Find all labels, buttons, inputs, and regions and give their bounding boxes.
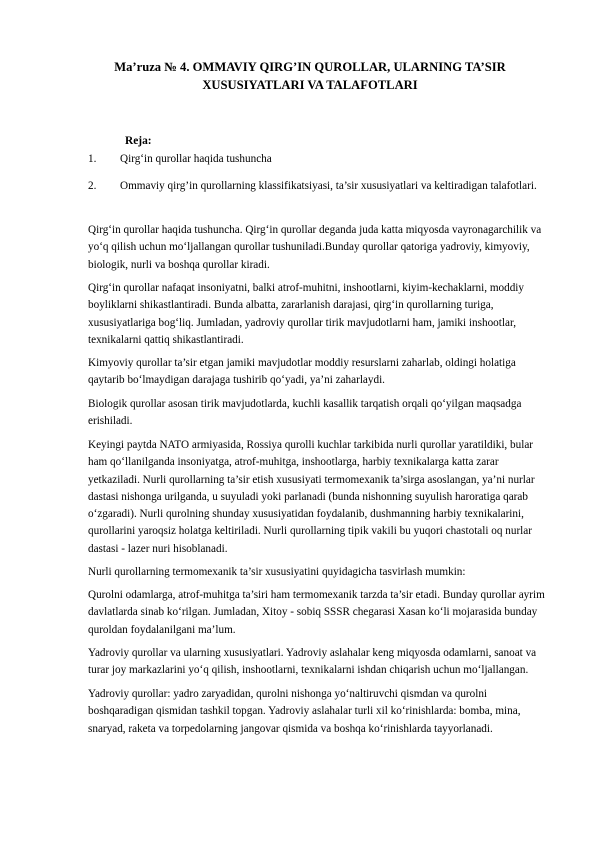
paragraph-4: Biologik qurollar asosan tirik mavjudotlarda, kuchli kasallik tarqatish orqali qo‘yilgan maqsadga erishiladi. <box>88 398 522 428</box>
paragraph-9: Yadroviy qurollar: yadro zaryadidan, qurolni nishonga yo‘naltiruvchi qismdan va qurolni boshqaradigan qismidan tashkil topgan. Yadroviy aslahalar turli xil ko‘rinishlarda: bomba, mina, snaryad, raketa va torpedolarning jangovar qismida va boshqa ko‘rinishlarda tayyorlanadi. <box>88 688 521 735</box>
plan-item-text: Ommaviy qirg’in qurollarning klassifikatsiyasi, ta’sir xususiyatlari va keltiradigan talafotlari. <box>120 180 537 192</box>
plan-item-2 <box>88 178 540 195</box>
plan-heading: Reja: <box>125 135 152 147</box>
plan-item-text: Qirg‘in qurollar haqida tushuncha <box>120 153 272 165</box>
paragraph-1: Qirg‘in qurollar haqida tushuncha. Qirg‘in qurollar deganda juda katta miqyosda vayronagarchilik va yo‘q qilish uchun mo‘ljallangan qurollar tushuniladi.Bunday qurollar qatoriga yadroviy, kimyoviy, biologik, nurli va boshqa qurollar kiradi. <box>88 224 542 271</box>
title-line-2: XUSUSIYATLARI VA TALAFOTLARI <box>202 78 418 92</box>
paragraph-8: Yadroviy qurollar va ularning xususiyatlari. Yadroviy aslahalar keng miqyosda odamlarni, sanoat va turar joy markazlarini yo‘q qilish, inshootlarni, texnikalarni ishdan chiqarish uchun mo‘ljallangan. <box>88 647 537 677</box>
title-line-1: Ma’ruza № 4. OMMAVIY QIRG’IN QUROLLAR, ULARNING TA’SIR <box>114 60 506 74</box>
plan-item-number: 2. <box>88 180 97 192</box>
plan-item-1 <box>88 151 548 168</box>
plan-item-number: 1. <box>88 153 97 165</box>
paragraph-7: Qurolni odamlarga, atrof-muhitga ta’siri ham termomexanik tarzda ta’sir etadi. Bunday qurollar ayrim davlatlarda sinab ko‘rilgan. Jumladan, Xitoy - sobiq SSSR chegarasi Xasan ko‘li mojarasida bunday quroldan foydalanilgani ma’lum. <box>88 589 545 636</box>
paragraph-6: Nurli qurollarning termomexanik ta’sir xususiyatini quyidagicha tasvirlash mumkin: <box>88 566 466 578</box>
paragraph-5: Keyingi paytda NATO armiyasida, Rossiya qurolli kuchlar tarkibida nurli qurollar yaratildiki, bular ham qo‘llanilganda insoniyatga, atrof-muhitga, inshootlarga, harbiy texnikalarga katta zarar yetkaziladi. Nurli qurollarning ta’sir etish xususiyati termomexanik ta’sirga asoslangan, ya’ni nurlar dastasi nishonga urilganda, u suyuladi yoki parlanadi (bunda nishonning suyulish haroratiga qarab o‘zgaradi). Nurli qurolning shunday xususiyatidan foydalanib, dushmanning harbiy texnikalarini, qurollarini yaroqsiz holatga keltiriladi. Nurli qurollarning tipik vakili bu yuqori chastotali oq nurlar dastasi - lazer nuri hisoblanadi. <box>88 439 535 555</box>
paragraph-3: Kimyoviy qurollar ta’sir etgan jamiki mavjudotlar moddiy resurslarni zaharlab, oldingi holatiga qaytarib bo‘lmaydigan darajaga tushirib qo‘yadi, ya’ni zaharlaydi. <box>88 357 516 387</box>
lecture-title <box>60 58 560 94</box>
paragraph-2: Qirg‘in qurollar nafaqat insoniyatni, balki atrof-muhitni, inshootlarni, kiyim-kechaklarni, moddiy boyliklarni shikastlantiradi. Bunda albatta, zararlanish darajasi, qirg‘in qurollarning turiga, xususiyatlariga bog‘liq. Jumladan, yadroviy qurollar tirik mavjudotlarni ham, jamiki inshootlar, texnikalarni qattiq shikastlantiradi. <box>88 282 525 346</box>
